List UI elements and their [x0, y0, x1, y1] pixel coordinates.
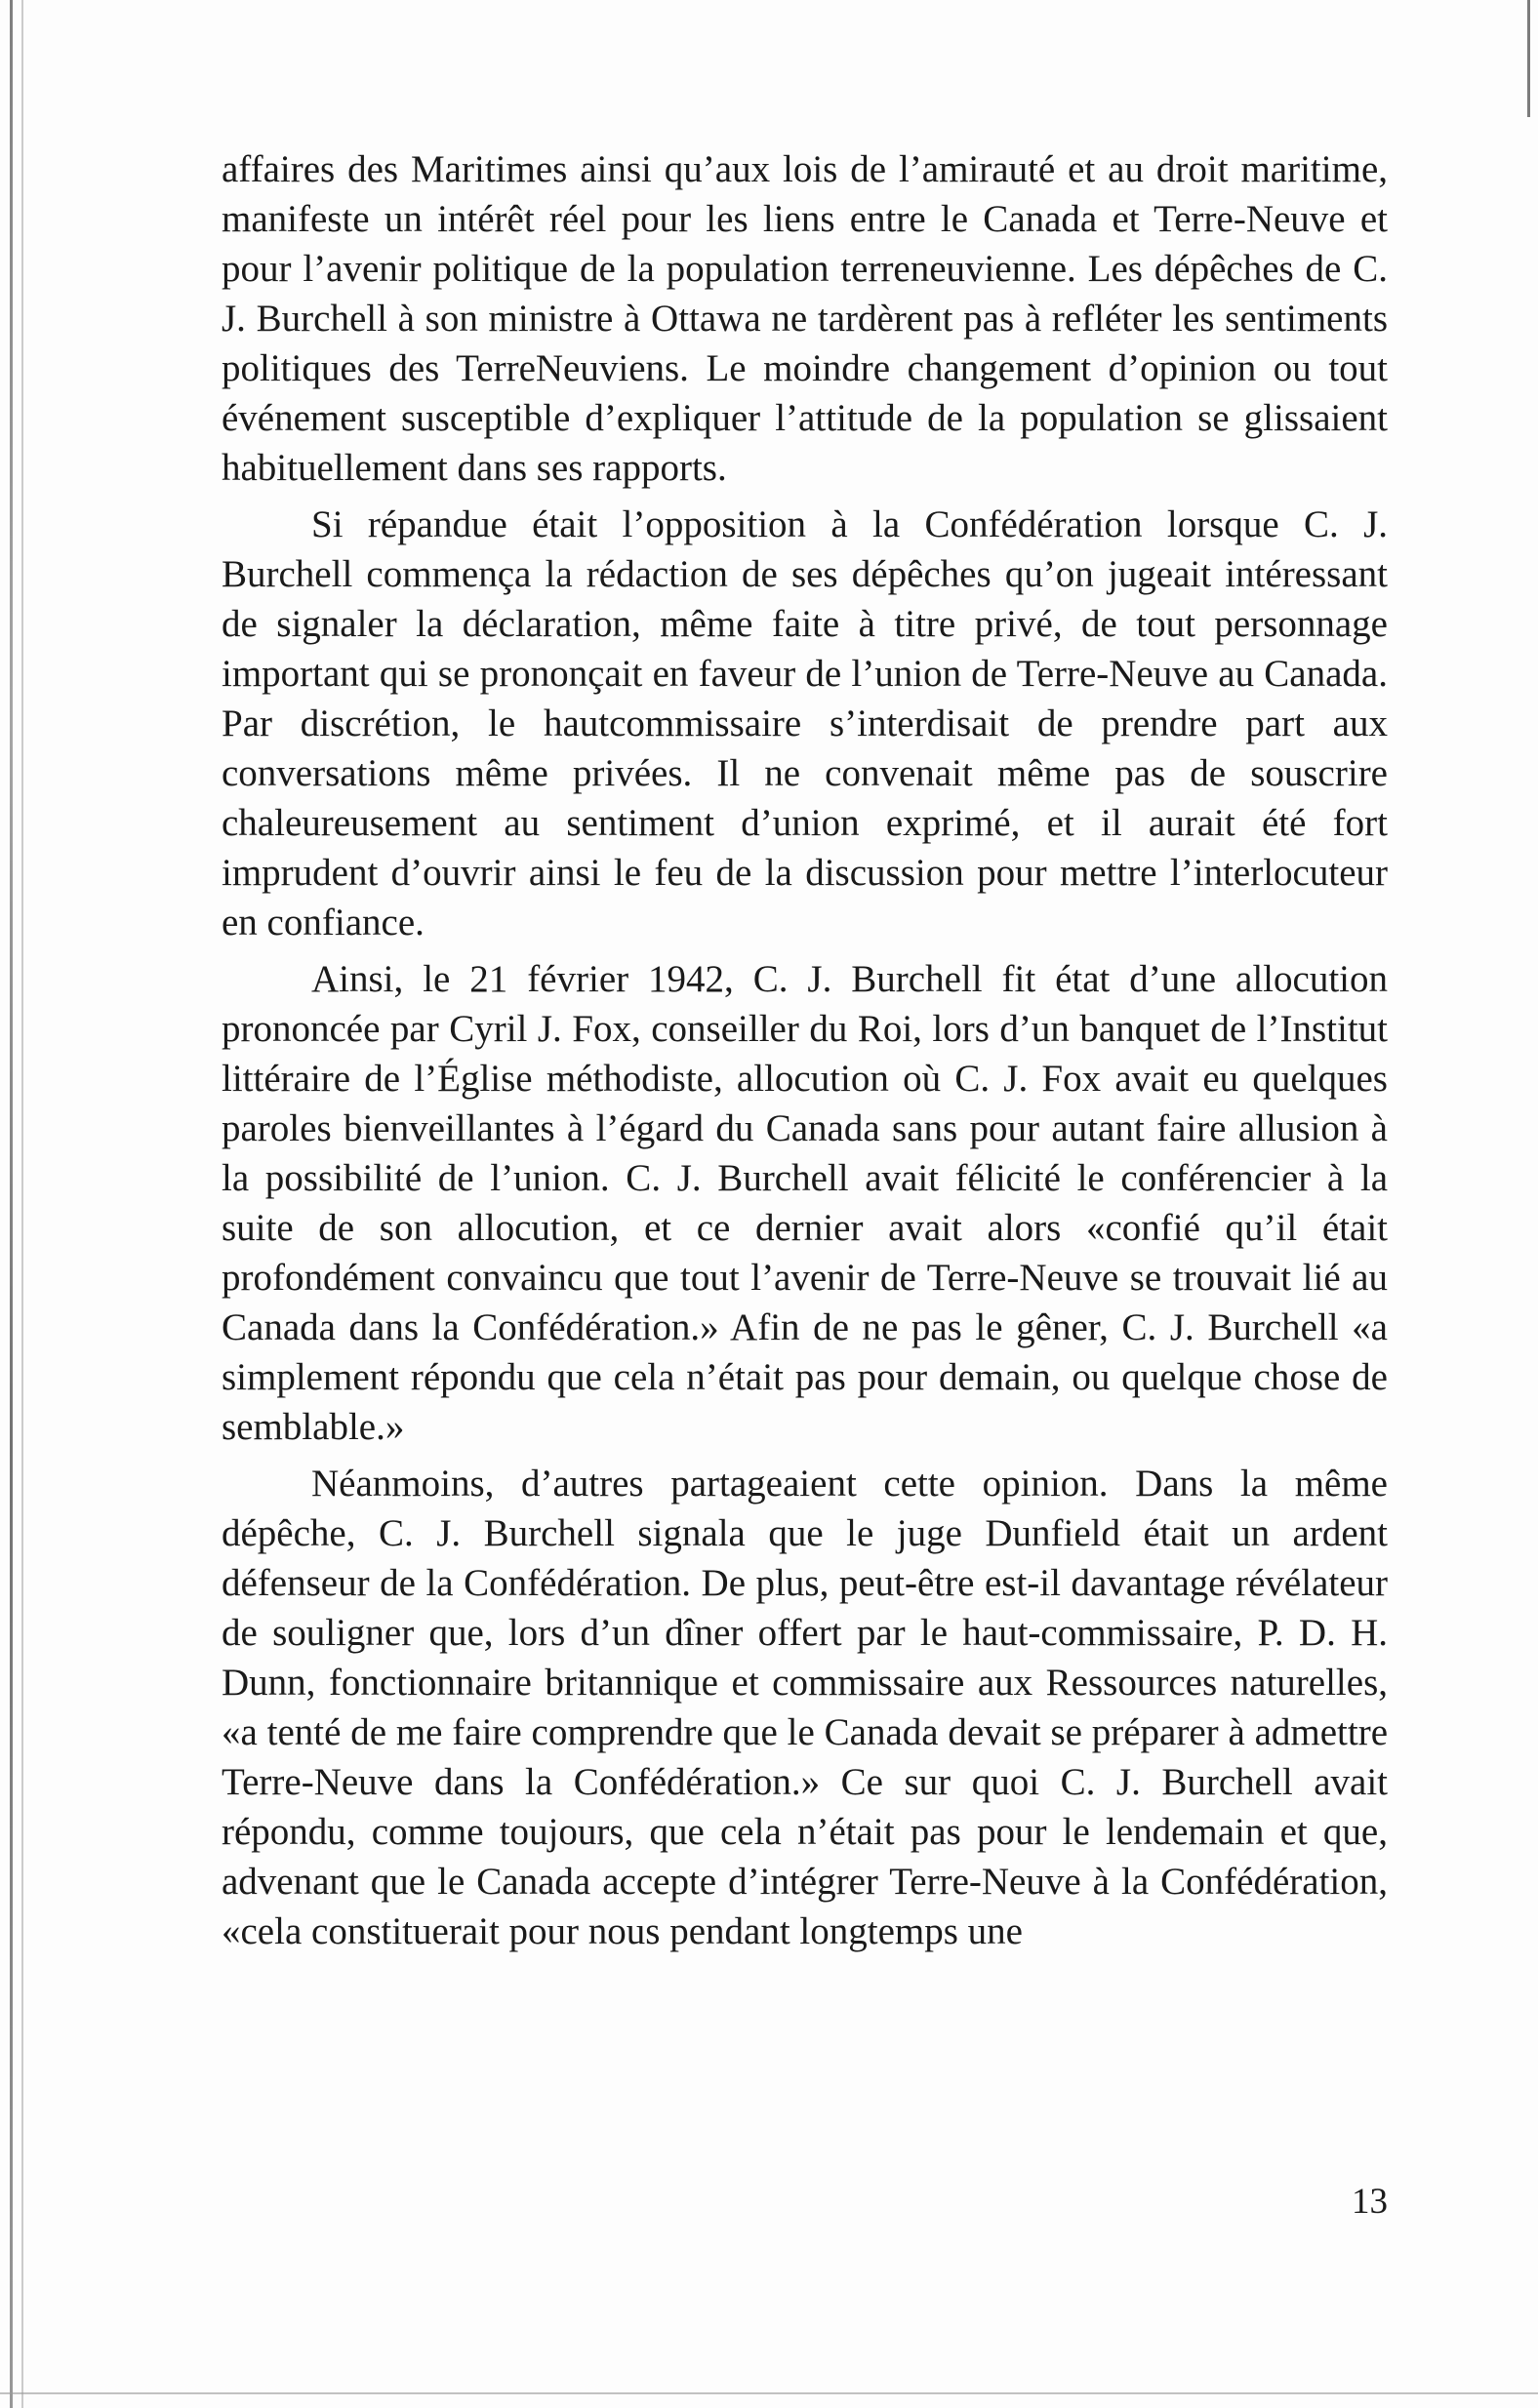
- scan-edge-left-inner: [21, 0, 23, 2408]
- scan-edge-right: [1527, 0, 1530, 117]
- paragraph-4: Néanmoins, d’autres partageaient cette opinion. Dans la même dépêche, C. J. Burchell signala que le juge Dunfield était un ardent défenseur de la Confédération. De plus, peut-être est-il davantage révélateur de souligner que, lors d’un dîner offert par le haut-commissaire, P. D. H. Dunn, fonctionnaire britannique et commissaire aux Ressources naturelles, «a tenté de me faire comprendre que le Canada devait se préparer à admettre Terre-Neuve dans la Confédération.» Ce sur quoi C. J. Burchell avait répondu, comme toujours, que cela n’était pas pour le lendemain et que, advenant que le Canada accepte d’intégrer Terre-Neuve à la Confédération, «cela constituerait pour nous pendant longtemps une: [222, 1463, 1388, 1952]
- paragraph-2: Si répandue était l’opposition à la Confédération lorsque C. J. Burchell commença la rédaction de ses dépêches qu’on jugeait intéressant de signaler la déclaration, même faite à titre privé, de tout personnage important qui se prononçait en faveur de l’union de Terre-Neuve au Canada. Par discrétion, le hautcommissaire s’interdisait de prendre part aux conversations même privées. Il ne convenait même pas de souscrire chaleureusement au sentiment d’union exprimé, et il aurait été fort imprudent d’ouvrir ainsi le feu de la discussion pour mettre l’interlocuteur en confiance.: [222, 503, 1388, 943]
- paragraph-3: Ainsi, le 21 février 1942, C. J. Burchell fit état d’une allocution prononcée par Cyril J. Fox, conseiller du Roi, lors d’un banquet de l’Institut littéraire de l’Église méthodiste, allocution où C. J. Fox avait eu quelques paroles bienveillantes à l’égard du Canada sans pour autant faire allusion à la possibilité de l’union. C. J. Burchell avait félicité le conférencier à la suite de son allocution, et ce dernier avait alors «confié qu’il était profondément convaincu que tout l’avenir de Terre-Neuve se trouvait lié au Canada dans la Confédération.» Afin de ne pas le gêner, C. J. Burchell «a simplement répondu que cela n’était pas pour demain, ou quelque chose de semblable.»: [222, 958, 1388, 1448]
- page-number: 13: [1352, 2182, 1388, 2222]
- scan-edge-bottom: [0, 2392, 1538, 2394]
- scan-edge-left: [10, 0, 13, 2408]
- body-text: [222, 144, 1388, 1963]
- paragraph-1: affaires des Maritimes ainsi qu’aux lois de l’amirauté et au droit maritime, manifeste un intérêt réel pour les liens entre le Canada et Terre-Neuve et pour l’avenir politique de la population terreneuvienne. Les dépêches de C. J. Burchell à son ministre à Ottawa ne tardèrent pas à refléter les sentiments politiques des TerreNeuviens. Le moindre changement d’opinion ou tout événement susceptible d’expliquer l’attitude de la population se glissaient habituellement dans ses rapports.: [222, 148, 1388, 489]
